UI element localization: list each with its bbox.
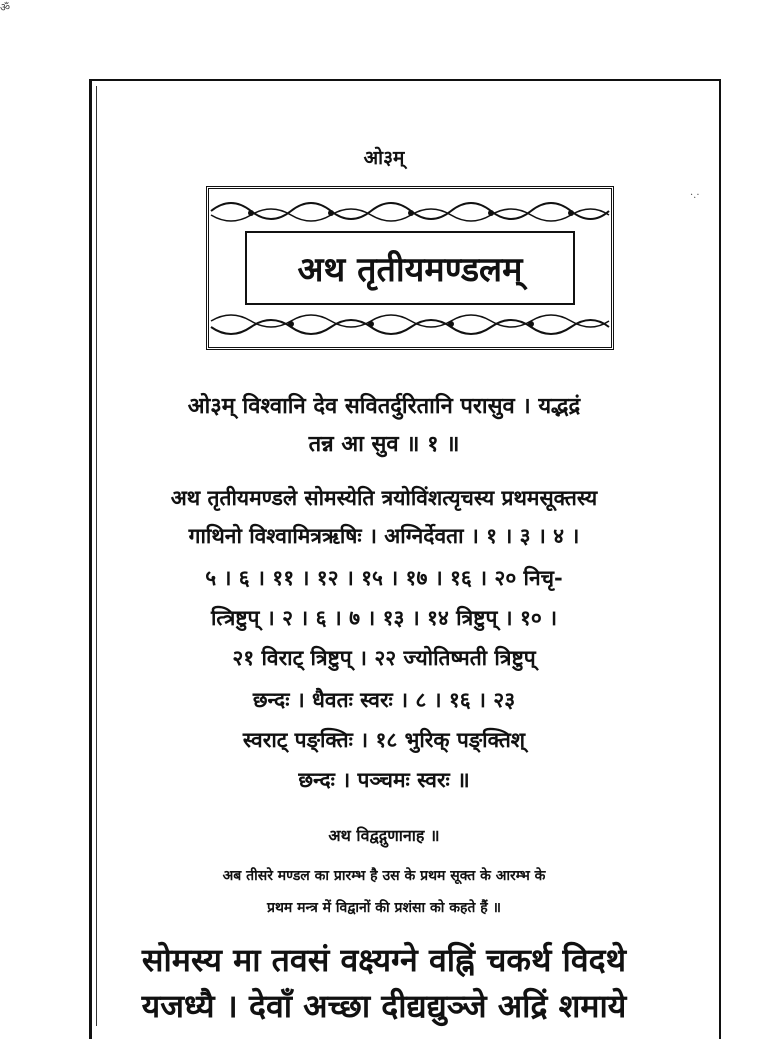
mantra-line: सोमस्य मा तवसं वक्ष्यग्ने वह्निं चकर्थ विदथे xyxy=(141,941,627,979)
section-subheading: अथ विद्वद्गुणानाह ॥ xyxy=(328,826,440,845)
metadata-line: स्वराट् पङ्क्तिः । १८ भुरिक् पङ्क्तिश् xyxy=(242,727,526,752)
hindi-intro-line: प्रथम मन्त्र में विद्वानों की प्रशंसा को कहते हैं ॥ xyxy=(267,900,501,916)
chapter-title: अथ तृतीयमण्डलम् xyxy=(297,250,523,290)
metadata-line: अथ तृतीयमण्डले सोमस्येति त्रयोविंशत्यृचस्य प्रथमसूक्तस्य xyxy=(170,485,598,510)
verse-line-2: तन्न आ सुव ॥ १ ॥ xyxy=(308,431,460,457)
metadata-line: ५ । ६ । ११ । १२ । १५ । १७ । १६ । २० निचृ- xyxy=(205,565,563,590)
title-banner xyxy=(206,186,614,350)
mantra-line: यजध्यै । देवाँ अच्छा दीद्यद्युञ्जे अद्रिं शमाये xyxy=(141,987,627,1025)
metadata-line: छन्दः । धैवतः स्वरः । ८ । १६ । २३ xyxy=(252,687,516,712)
banner-title-box xyxy=(245,231,575,305)
metadata-line: २१ विराट् त्रिष्टुप् । २२ ज्योतिष्मती त्रिष्टुप् xyxy=(232,645,536,670)
corner-mark: ॐ xyxy=(0,1,12,14)
ink-speck: ·.· xyxy=(690,190,700,201)
verse-line-1: ओ३म् विश्वानि देव सवितर्दुरितानि परासुव । यद्भद्रं xyxy=(187,393,581,419)
ornament-border-top xyxy=(209,193,611,229)
hindi-intro-line: अब तीसरे मण्डल का प्रारम्भ है उस के प्रथम सूक्त के आरम्भ के xyxy=(222,868,546,884)
metadata-line: छन्दः । पञ्चमः स्वरः ॥ xyxy=(298,767,470,792)
ornament-border-bottom xyxy=(209,307,611,343)
metadata-line: त्त्रिष्टुप् । २ । ६ । ७ । १३ । १४ त्रिष्टुप् । १० । xyxy=(210,605,558,630)
invocation-heading: ओ३म् xyxy=(363,147,405,169)
metadata-line: गाथिनो विश्वामित्रऋषिः । अग्निर्देवता । १ । ३ । ४ । xyxy=(188,523,580,548)
frame-inner-line xyxy=(96,86,101,1026)
